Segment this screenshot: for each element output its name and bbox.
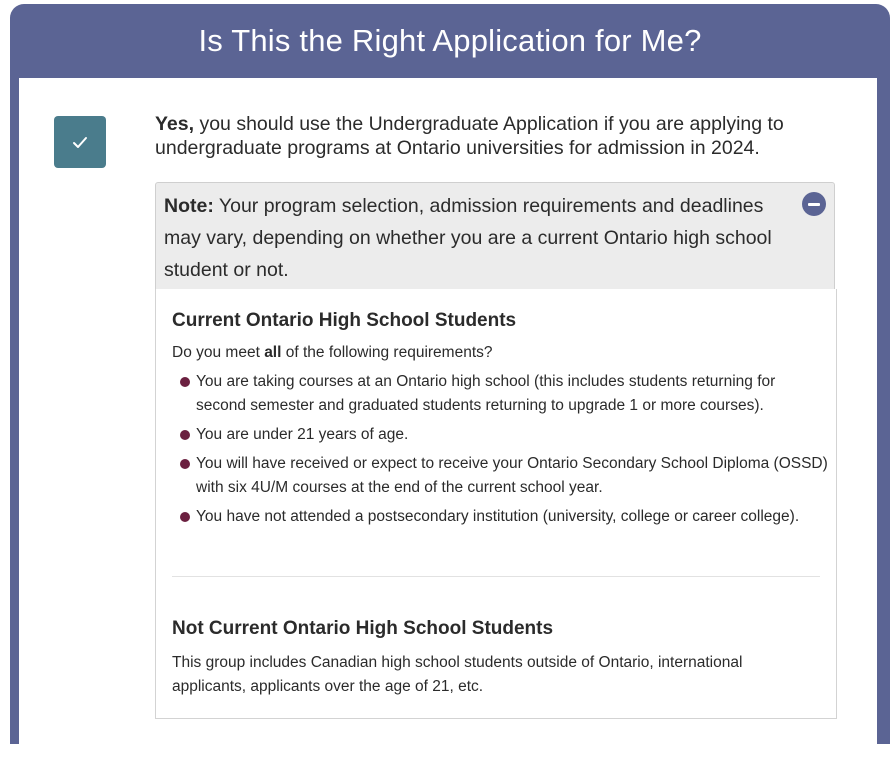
- list-item: [178, 370, 828, 418]
- application-card: [10, 4, 890, 744]
- checkmark-icon: [72, 136, 88, 149]
- requirement-text: You are under 21 years of age.: [196, 426, 409, 443]
- question-post: of the following requirements?: [281, 344, 493, 361]
- requirements-list: [178, 370, 828, 534]
- requirement-text: You have not attended a postsecondary institution (university, college or career college).: [196, 508, 800, 525]
- current-students-title: Current Ontario High School Students: [172, 310, 517, 331]
- question-bold: all: [264, 344, 282, 361]
- bullet-icon: [180, 512, 190, 522]
- list-item: [178, 423, 828, 447]
- intro-body: you should use the Undergraduate Application if you are applying to undergraduate programs at Ontario universities for admission in 2024.: [155, 113, 784, 159]
- not-current-students-title: Not Current Ontario High School Students: [172, 618, 554, 639]
- collapse-button[interactable]: [802, 192, 826, 216]
- bullet-icon: [180, 430, 190, 440]
- bullet-icon: [180, 459, 190, 469]
- note-text: [164, 190, 792, 286]
- question-pre: Do you meet: [172, 344, 265, 361]
- note-panel-body: [155, 289, 837, 719]
- list-item: [178, 505, 828, 529]
- note-bold: Note:: [164, 195, 214, 217]
- not-current-students-description: This group includes Canadian high school students outside of Ontario, international applicants, applicants over the age of 21, etc.: [172, 654, 743, 695]
- intro-text: [155, 112, 845, 160]
- list-item: [178, 452, 828, 500]
- yes-checkbox: [54, 116, 106, 168]
- section-divider: [172, 576, 820, 577]
- note-body: Your program selection, admission requirements and deadlines may vary, depending on whether you are a current Ontario high school student or not.: [164, 195, 772, 281]
- bullet-icon: [180, 377, 190, 387]
- minus-circle-icon: [808, 203, 820, 206]
- intro-bold: Yes,: [155, 113, 195, 135]
- content-panel: [19, 78, 877, 758]
- requirement-text: You will have received or expect to receive your Ontario Secondary School Diploma (OSSD) with six 4U/M courses at the end of the current school year.: [196, 455, 828, 496]
- requirements-question: [172, 344, 493, 362]
- page-title: Is This the Right Application for Me?: [198, 23, 702, 58]
- note-panel-header[interactable]: [155, 182, 835, 290]
- requirement-text: You are taking courses at an Ontario high school (this includes students returning for second semester and graduated students returning to upgrade 1 or more courses).: [196, 373, 776, 414]
